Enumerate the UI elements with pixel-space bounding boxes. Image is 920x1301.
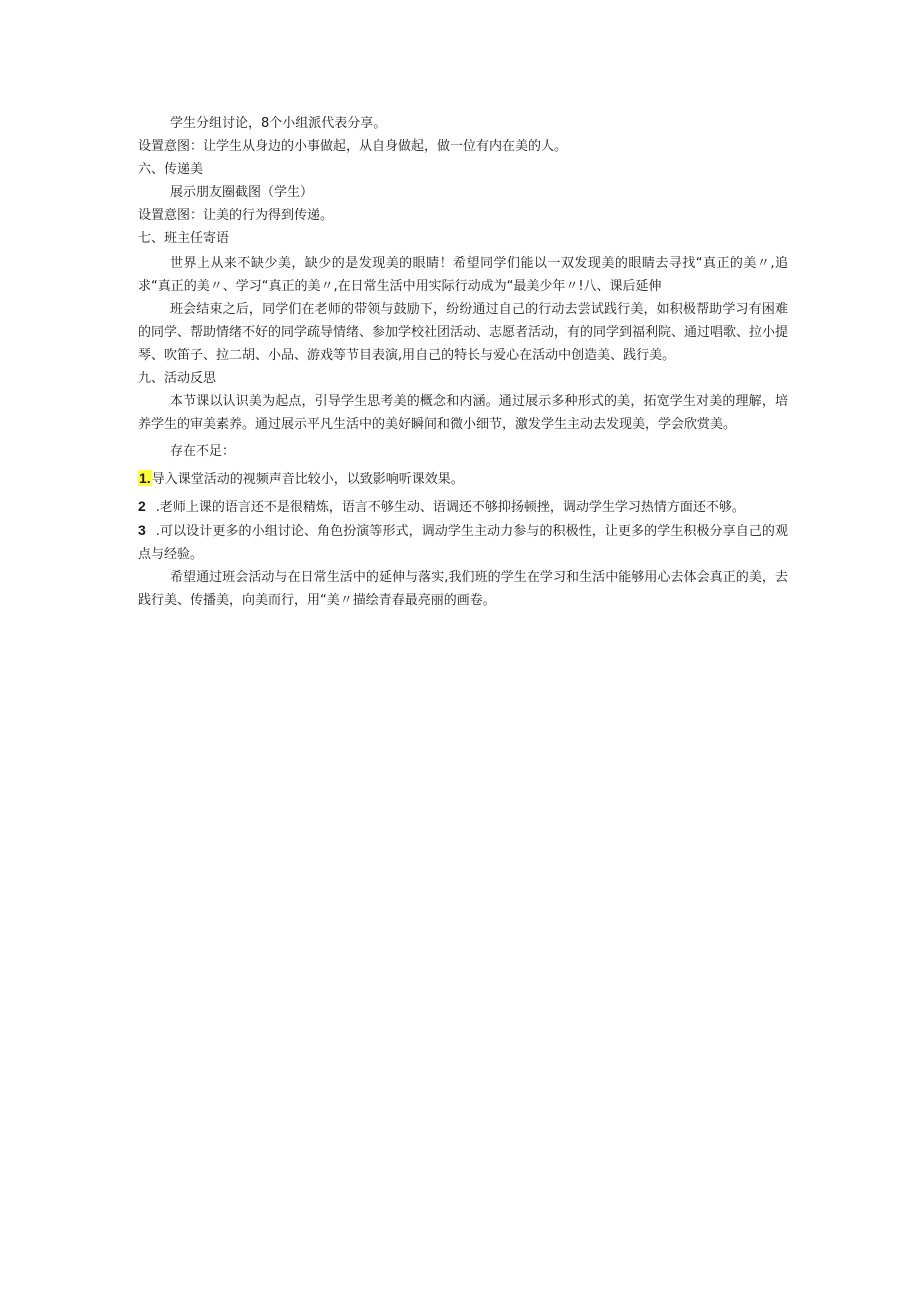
- paragraph-teacher-message: 世界上从来不缺少美，缺少的是发现美的眼睛！希望同学们能以一双发现美的眼睛去寻找“真正的美〃,追求“真正的美〃、学习“真正的美〃,在日常生活中用实际行动成为“最美少年〃!八、课后延伸: [138, 256, 788, 294]
- paragraph-closing: 希望通过班会活动与在日常生活中的延伸与落实,我们班的学生在学习和生活中能够用心去体会真正的美，去践行美、传播美，向美而行，用“美〃描绘青春最亮丽的画卷。: [138, 570, 788, 608]
- list-number-3: 3: [138, 522, 146, 538]
- list-number-1-highlighted: 1.: [139, 470, 151, 486]
- paragraph-design-intent-2: 设置意图：让美的行为得到传递。: [138, 208, 334, 223]
- paragraph-shortcomings-label: 存在不足：: [170, 444, 236, 459]
- heading-section-7: 七、班主任寄语: [138, 231, 230, 246]
- list-text-2: .老师上课的语言还不是很精炼，语言不够生动、语调还不够抑扬顿挫，调动学生学习热情方面还不够。: [155, 500, 745, 515]
- list-text-3: .可以设计更多的小组讨论、角色扮演等形式，调动学生主动力参与的积极性，让更多的学生积极分享自己的观点与经验。: [138, 524, 788, 562]
- paragraph-show-moments: 展示朋友圈截图（学生）: [170, 185, 314, 200]
- paragraph-after-class: 班会结束之后，同学们在老师的带领与鼓励下，纷纷通过自己的行动去尝试践行美，如积极帮助学习有困难的同学、帮助情绪不好的同学疏导情绪、参加学校社团活动、志愿者活动，有的同学到福利院、通过唱歌、拉小提琴、吹笛子、拉二胡、小品、游戏等节目表演,用自己的特长与爱心在活动中创造美、践行美。: [138, 302, 789, 363]
- list-number-2: 2: [138, 498, 146, 514]
- paragraph-design-intent-1: 设置意图：让学生从身边的小事做起，从自身做起，做一位有内在美的人。: [138, 139, 568, 154]
- heading-section-6: 六、传递美: [138, 162, 204, 177]
- list-text-1: 导入课堂活动的视频声音比较小，以致影响听课效果。: [151, 472, 464, 487]
- paragraph-group-discussion: 学生分组讨论，8个小组派代表分享。: [170, 116, 387, 131]
- list-item-2: [138, 495, 788, 519]
- document-page: [138, 112, 788, 612]
- heading-section-9: 九、活动反思: [138, 371, 217, 386]
- paragraph-reflection: 本节课以认识美为起点，引导学生思考美的概念和内涵。通过展示多种形式的美，拓宽学生对美的理解，培养学生的审美素养。通过展示平凡生活中的美好瞬间和微小细节，激发学生主动去发现美，学会欣赏美。: [138, 394, 788, 432]
- list-item-1: [138, 467, 788, 491]
- list-item-3: [138, 519, 788, 566]
